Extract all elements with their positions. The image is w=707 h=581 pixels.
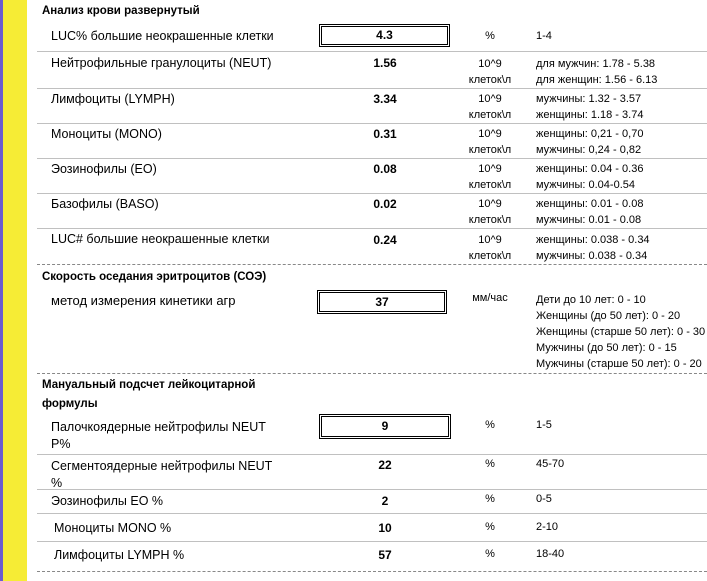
row-divider bbox=[37, 123, 707, 124]
row-divider bbox=[37, 51, 707, 52]
test-name: Палочкоядерные нейтрофилы NEUT bbox=[51, 420, 266, 434]
reference-range: женщины: 0.038 - 0.34 bbox=[536, 234, 650, 246]
unit: клеток\л bbox=[468, 74, 512, 86]
section-divider bbox=[37, 571, 707, 572]
result-value: 3.34 bbox=[373, 92, 397, 106]
reference-range: Дети до 10 лет: 0 - 10 bbox=[536, 294, 646, 306]
unit: 10^9 bbox=[478, 234, 502, 246]
result-value: 2 bbox=[381, 494, 389, 508]
unit: мм/час bbox=[472, 292, 508, 304]
left-border-yellow bbox=[3, 0, 27, 581]
row-divider bbox=[37, 489, 707, 490]
section-title-esr: Скорость оседания эритроцитов (СОЭ) bbox=[42, 271, 267, 283]
section-divider bbox=[37, 373, 707, 374]
test-name: Моноциты (MONO) bbox=[51, 127, 162, 141]
unit: % bbox=[485, 458, 495, 470]
result-value: 10 bbox=[378, 521, 392, 535]
unit: % bbox=[485, 419, 495, 431]
flagged-value: 4.3 bbox=[319, 24, 450, 47]
lab-results bbox=[27, 0, 707, 581]
section-title-manual: Мануальный подсчет лейкоцитарной bbox=[42, 379, 256, 391]
reference-range: Женщины (старше 50 лет): 0 - 30 bbox=[536, 326, 706, 338]
unit: 10^9 bbox=[478, 58, 502, 70]
test-name: P% bbox=[51, 437, 71, 451]
result-value: 0.08 bbox=[373, 162, 397, 176]
test-name: Эозинофилы (EO) bbox=[51, 162, 157, 176]
unit: % bbox=[485, 521, 495, 533]
test-name: метод измерения кинетики агр bbox=[51, 293, 236, 308]
reference-range: 45-70 bbox=[536, 458, 565, 470]
reference-range: женщины: 1.18 - 3.74 bbox=[536, 109, 644, 121]
unit: % bbox=[485, 30, 495, 42]
unit: 10^9 bbox=[478, 198, 502, 210]
section-divider bbox=[37, 264, 707, 265]
unit: 10^9 bbox=[478, 93, 502, 105]
result-value: 57 bbox=[378, 548, 392, 562]
reference-range: мужчины: 0.01 - 0.08 bbox=[536, 214, 642, 226]
unit: клеток\л bbox=[468, 179, 512, 191]
reference-range: женщины: 0.01 - 0.08 bbox=[536, 198, 644, 210]
reference-range: Мужчины (до 50 лет): 0 - 15 bbox=[536, 342, 677, 354]
test-name: Эозинофилы EO % bbox=[51, 494, 164, 508]
row-divider bbox=[37, 88, 707, 89]
unit: клеток\л bbox=[468, 250, 512, 262]
result-value: 1.56 bbox=[373, 56, 397, 70]
reference-range: 1-5 bbox=[536, 419, 552, 431]
test-name: Нейтрофильные гранулоциты (NEUT) bbox=[51, 56, 272, 70]
unit: 10^9 bbox=[478, 163, 502, 175]
reference-range: 1-4 bbox=[536, 30, 552, 42]
flagged-value: 37 bbox=[317, 290, 447, 314]
test-name: Лимфоциты (LYMPH) bbox=[51, 92, 175, 106]
test-name: Базофилы (BASO) bbox=[51, 197, 159, 211]
reference-range: Женщины (до 50 лет): 0 - 20 bbox=[536, 310, 681, 322]
reference-range: женщины: 0,21 - 0,70 bbox=[536, 128, 644, 140]
section-title-cbc: Анализ крови развернутый bbox=[42, 5, 200, 17]
reference-range: мужчины: 0.04-0.54 bbox=[536, 179, 635, 191]
test-name: Лимфоциты LYMPH % bbox=[54, 548, 185, 562]
test-name: Сегментоядерные нейтрофилы NEUT bbox=[51, 459, 273, 473]
reference-range: для женщин: 1.56 - 6.13 bbox=[536, 74, 658, 86]
unit: % bbox=[485, 493, 495, 505]
reference-range: мужчины: 1.32 - 3.57 bbox=[536, 93, 642, 105]
unit: 10^9 bbox=[478, 128, 502, 140]
unit: клеток\л bbox=[468, 109, 512, 121]
row-divider bbox=[37, 158, 707, 159]
row-divider bbox=[37, 513, 707, 514]
test-name: LUC# большие неокрашенные клетки bbox=[51, 232, 270, 246]
reference-range: 0-5 bbox=[536, 493, 552, 505]
unit: клеток\л bbox=[468, 214, 512, 226]
section-title-manual: формулы bbox=[42, 398, 98, 410]
reference-range: Мужчины (старше 50 лет): 0 - 20 bbox=[536, 358, 702, 370]
reference-range: женщины: 0.04 - 0.36 bbox=[536, 163, 644, 175]
reference-range: мужчины: 0.038 - 0.34 bbox=[536, 250, 648, 262]
test-name: Моноциты MONO % bbox=[54, 521, 172, 535]
test-name: LUC% большие неокрашенные клетки bbox=[51, 29, 274, 43]
result-value: 0.24 bbox=[373, 233, 397, 247]
test-name: % bbox=[51, 476, 63, 490]
reference-range: для мужчин: 1.78 - 5.38 bbox=[536, 58, 656, 70]
reference-range: мужчины: 0,24 - 0,82 bbox=[536, 144, 642, 156]
row-divider bbox=[37, 454, 707, 455]
unit: клеток\л bbox=[468, 144, 512, 156]
reference-range: 2-10 bbox=[536, 521, 559, 533]
result-value: 0.02 bbox=[373, 197, 397, 211]
unit: % bbox=[485, 548, 495, 560]
row-divider bbox=[37, 541, 707, 542]
row-divider bbox=[37, 193, 707, 194]
result-value: 0.31 bbox=[373, 127, 397, 141]
row-divider bbox=[37, 228, 707, 229]
reference-range: 18-40 bbox=[536, 548, 565, 560]
flagged-value: 9 bbox=[319, 414, 451, 439]
result-value: 22 bbox=[378, 458, 392, 472]
